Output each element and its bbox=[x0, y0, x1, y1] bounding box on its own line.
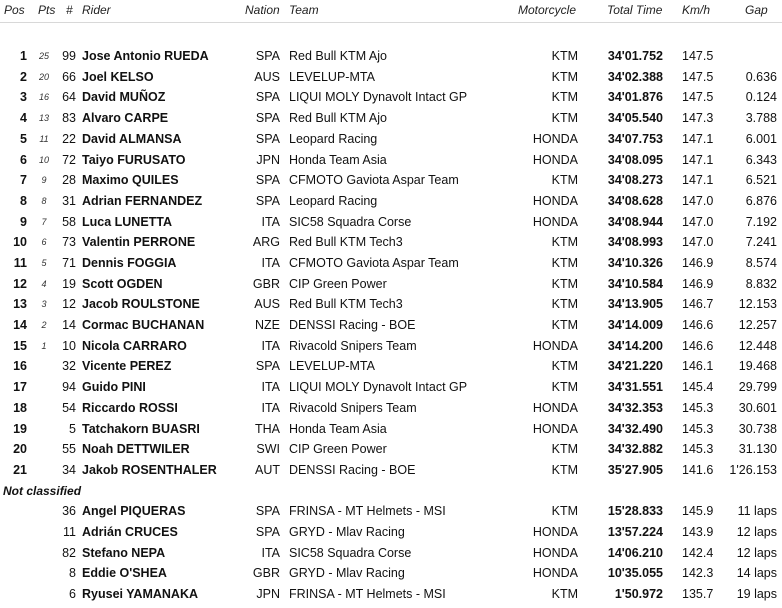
cell-motorcycle: KTM bbox=[551, 318, 578, 332]
cell-motorcycle: KTM bbox=[551, 235, 578, 249]
cell-nation: SPA bbox=[255, 173, 280, 187]
cell-rider-number: 11 bbox=[63, 525, 76, 539]
cell-speed: 147.1 bbox=[682, 132, 714, 146]
cell-team: CIP Green Power bbox=[289, 442, 387, 456]
cell-rider-number: 66 bbox=[62, 70, 76, 84]
cell-nation: ITA bbox=[261, 380, 280, 394]
cell-position: 20 bbox=[13, 442, 27, 456]
header-team: Team bbox=[289, 3, 319, 17]
cell-speed: 135.7 bbox=[682, 587, 714, 601]
cell-nation: GBR bbox=[252, 277, 280, 291]
cell-gap: 6.343 bbox=[745, 153, 777, 167]
table-row bbox=[0, 563, 782, 583]
cell-motorcycle: KTM bbox=[551, 359, 578, 373]
cell-position: 21 bbox=[13, 463, 27, 477]
table-row bbox=[0, 87, 782, 107]
cell-nation: SPA bbox=[255, 359, 280, 373]
cell-rider-name: Scott OGDEN bbox=[82, 277, 163, 291]
cell-total-time: 34'08.628 bbox=[607, 194, 663, 208]
cell-team: CIP Green Power bbox=[289, 277, 387, 291]
cell-rider-name: Nicola CARRARO bbox=[82, 339, 187, 353]
cell-team: Honda Team Asia bbox=[289, 422, 387, 436]
cell-total-time: 34'08.944 bbox=[607, 215, 663, 229]
cell-position: 3 bbox=[20, 90, 27, 104]
table-row bbox=[0, 336, 782, 356]
cell-nation: JPN bbox=[256, 153, 280, 167]
table-row bbox=[0, 398, 782, 418]
cell-rider-name: David MUÑOZ bbox=[82, 90, 166, 104]
cell-speed: 147.5 bbox=[682, 90, 714, 104]
table-row bbox=[0, 584, 782, 604]
cell-gap: 3.788 bbox=[745, 111, 777, 125]
cell-rider-number: 83 bbox=[62, 111, 76, 125]
table-row bbox=[0, 108, 782, 128]
cell-total-time: 1'50.972 bbox=[614, 587, 663, 601]
cell-team: Red Bull KTM Ajo bbox=[289, 111, 387, 125]
cell-gap: 12.448 bbox=[738, 339, 777, 353]
cell-rider-number: 19 bbox=[62, 277, 76, 291]
header-total-time: Total Time bbox=[607, 3, 663, 17]
cell-gap: 6.001 bbox=[745, 132, 777, 146]
cell-motorcycle: HONDA bbox=[532, 422, 578, 436]
cell-position: 11 bbox=[13, 256, 27, 270]
cell-total-time: 34'10.326 bbox=[607, 256, 663, 270]
cell-motorcycle: HONDA bbox=[532, 401, 578, 415]
table-row bbox=[0, 170, 782, 190]
cell-total-time: 34'13.905 bbox=[607, 297, 663, 311]
cell-gap: 14 laps bbox=[736, 566, 777, 580]
cell-gap: 7.192 bbox=[745, 215, 777, 229]
cell-rider-name: Riccardo ROSSI bbox=[82, 401, 178, 415]
cell-position: 2 bbox=[20, 70, 27, 84]
cell-rider-name: Noah DETTWILER bbox=[82, 442, 190, 456]
cell-speed: 141.6 bbox=[682, 463, 714, 477]
cell-nation: ARG bbox=[252, 235, 280, 249]
cell-nation: AUS bbox=[254, 70, 280, 84]
cell-rider-number: 54 bbox=[62, 401, 76, 415]
cell-rider-name: Cormac BUCHANAN bbox=[82, 318, 205, 332]
cell-rider-number: 99 bbox=[62, 49, 76, 63]
cell-rider-number: 8 bbox=[69, 566, 76, 580]
cell-nation: ITA bbox=[261, 546, 280, 560]
cell-speed: 146.1 bbox=[682, 359, 714, 373]
cell-motorcycle: HONDA bbox=[532, 525, 578, 539]
cell-motorcycle: HONDA bbox=[532, 153, 578, 167]
cell-motorcycle: KTM bbox=[551, 90, 578, 104]
cell-speed: 147.3 bbox=[682, 111, 714, 125]
cell-nation: SPA bbox=[255, 132, 280, 146]
cell-motorcycle: HONDA bbox=[532, 566, 578, 580]
table-row bbox=[0, 129, 782, 149]
table-row bbox=[0, 501, 782, 521]
table-row bbox=[0, 543, 782, 563]
header-pts: Pts bbox=[38, 3, 56, 17]
cell-motorcycle: HONDA bbox=[532, 194, 578, 208]
cell-rider-number: 34 bbox=[62, 463, 76, 477]
cell-team: Red Bull KTM Tech3 bbox=[289, 297, 403, 311]
cell-motorcycle: KTM bbox=[551, 49, 578, 63]
cell-speed: 145.9 bbox=[682, 504, 714, 518]
cell-position: 10 bbox=[13, 235, 27, 249]
cell-nation: NZE bbox=[255, 318, 280, 332]
cell-speed: 145.4 bbox=[682, 380, 714, 394]
cell-total-time: 34'08.095 bbox=[607, 153, 663, 167]
cell-position: 18 bbox=[13, 401, 27, 415]
cell-position: 5 bbox=[20, 132, 27, 146]
cell-points: 8 bbox=[41, 196, 47, 206]
cell-team: Leopard Racing bbox=[289, 194, 378, 208]
cell-team: Red Bull KTM Tech3 bbox=[289, 235, 403, 249]
cell-team: GRYD - Mlav Racing bbox=[289, 525, 405, 539]
cell-team: CFMOTO Gaviota Aspar Team bbox=[289, 173, 459, 187]
table-row bbox=[0, 253, 782, 273]
cell-speed: 145.3 bbox=[682, 401, 714, 415]
cell-nation: SPA bbox=[255, 194, 280, 208]
cell-team: SIC58 Squadra Corse bbox=[289, 215, 412, 229]
cell-nation: SPA bbox=[255, 525, 280, 539]
cell-nation: SWI bbox=[256, 442, 280, 456]
header-rider: Rider bbox=[82, 3, 111, 17]
cell-total-time: 34'01.876 bbox=[607, 90, 663, 104]
cell-motorcycle: KTM bbox=[551, 256, 578, 270]
cell-speed: 147.0 bbox=[682, 215, 714, 229]
cell-total-time: 34'31.551 bbox=[607, 380, 663, 394]
cell-nation: ITA bbox=[261, 339, 280, 353]
cell-rider-number: 94 bbox=[62, 380, 76, 394]
cell-nation: ITA bbox=[261, 401, 280, 415]
cell-team: GRYD - Mlav Racing bbox=[289, 566, 405, 580]
cell-points: 1 bbox=[41, 341, 47, 351]
cell-nation: ITA bbox=[261, 215, 280, 229]
header-number: # bbox=[66, 3, 73, 17]
cell-rider-number: 82 bbox=[62, 546, 76, 560]
cell-total-time: 13'57.224 bbox=[607, 525, 663, 539]
cell-rider-number: 6 bbox=[69, 587, 76, 601]
cell-rider-name: Jose Antonio RUEDA bbox=[82, 49, 209, 63]
cell-points: 10 bbox=[38, 155, 49, 165]
table-row bbox=[0, 212, 782, 232]
cell-speed: 146.7 bbox=[682, 297, 714, 311]
cell-gap: 0.124 bbox=[745, 90, 777, 104]
cell-points: 25 bbox=[38, 51, 49, 61]
table-row bbox=[0, 419, 782, 439]
cell-points: 4 bbox=[41, 279, 47, 289]
cell-rider-name: Jacob ROULSTONE bbox=[82, 297, 200, 311]
cell-gap: 0.636 bbox=[745, 70, 777, 84]
cell-points: 7 bbox=[41, 217, 47, 227]
cell-total-time: 34'01.752 bbox=[607, 49, 663, 63]
cell-nation: GBR bbox=[252, 566, 280, 580]
cell-gap: 1'26.153 bbox=[729, 463, 777, 477]
cell-total-time: 35'27.905 bbox=[607, 463, 663, 477]
table-header bbox=[0, 3, 782, 19]
cell-rider-name: Ryusei YAMANAKA bbox=[82, 587, 199, 601]
cell-gap: 30.738 bbox=[738, 422, 777, 436]
cell-team: Red Bull KTM Ajo bbox=[289, 49, 387, 63]
cell-rider-name: Luca LUNETTA bbox=[82, 215, 173, 229]
cell-position: 9 bbox=[20, 215, 27, 229]
cell-nation: THA bbox=[255, 422, 280, 436]
table-row bbox=[0, 274, 782, 294]
cell-gap: 29.799 bbox=[738, 380, 777, 394]
cell-total-time: 14'06.210 bbox=[607, 546, 663, 560]
cell-gap: 19.468 bbox=[738, 359, 777, 373]
cell-speed: 147.1 bbox=[682, 153, 714, 167]
cell-nation: JPN bbox=[256, 587, 280, 601]
cell-gap: 12.153 bbox=[738, 297, 777, 311]
cell-rider-name: Angel PIQUERAS bbox=[82, 504, 186, 518]
cell-speed: 147.5 bbox=[682, 70, 714, 84]
not-classified-label: Not classified bbox=[3, 484, 82, 498]
cell-rider-number: 22 bbox=[62, 132, 76, 146]
cell-rider-name: Eddie O'SHEA bbox=[82, 566, 167, 580]
cell-speed: 147.1 bbox=[682, 173, 714, 187]
cell-position: 16 bbox=[13, 359, 27, 373]
table-row bbox=[0, 377, 782, 397]
cell-team: LIQUI MOLY Dynavolt Intact GP bbox=[289, 90, 468, 104]
cell-rider-number: 31 bbox=[62, 194, 76, 208]
cell-motorcycle: HONDA bbox=[532, 132, 578, 146]
cell-speed: 146.9 bbox=[682, 256, 714, 270]
cell-rider-number: 58 bbox=[62, 215, 76, 229]
cell-points: 6 bbox=[41, 237, 47, 247]
cell-position: 6 bbox=[20, 153, 27, 167]
table-row bbox=[0, 294, 782, 314]
cell-position: 19 bbox=[13, 422, 27, 436]
cell-total-time: 34'02.388 bbox=[607, 70, 663, 84]
cell-nation: SPA bbox=[255, 504, 280, 518]
cell-rider-number: 36 bbox=[62, 504, 76, 518]
cell-team: DENSSI Racing - BOE bbox=[289, 463, 416, 477]
cell-gap: 19 laps bbox=[736, 587, 777, 601]
table-row bbox=[0, 522, 782, 542]
cell-gap: 30.601 bbox=[738, 401, 777, 415]
cell-position: 1 bbox=[20, 49, 27, 63]
cell-rider-number: 14 bbox=[62, 318, 76, 332]
cell-position: 4 bbox=[20, 111, 27, 125]
cell-rider-number: 28 bbox=[62, 173, 76, 187]
cell-team: DENSSI Racing - BOE bbox=[289, 318, 416, 332]
header-kmh: Km/h bbox=[682, 3, 711, 17]
cell-rider-name: Stefano NEPA bbox=[82, 546, 166, 560]
cell-team: FRINSA - MT Helmets - MSI bbox=[289, 504, 446, 518]
cell-nation: ITA bbox=[261, 256, 280, 270]
cell-total-time: 10'35.055 bbox=[607, 566, 663, 580]
cell-position: 15 bbox=[13, 339, 27, 353]
cell-rider-name: Tatchakorn BUASRI bbox=[82, 422, 200, 436]
cell-speed: 147.0 bbox=[682, 235, 714, 249]
cell-nation: SPA bbox=[255, 90, 280, 104]
cell-rider-name: Dennis FOGGIA bbox=[82, 256, 177, 270]
cell-motorcycle: HONDA bbox=[532, 215, 578, 229]
cell-total-time: 34'21.220 bbox=[607, 359, 663, 373]
cell-motorcycle: KTM bbox=[551, 297, 578, 311]
cell-team: Rivacold Snipers Team bbox=[289, 401, 417, 415]
table-row bbox=[0, 232, 782, 252]
cell-gap: 6.876 bbox=[745, 194, 777, 208]
table-row bbox=[0, 150, 782, 170]
table-row bbox=[0, 191, 782, 211]
cell-total-time: 34'08.273 bbox=[607, 173, 663, 187]
cell-nation: AUS bbox=[254, 297, 280, 311]
cell-total-time: 34'14.200 bbox=[607, 339, 663, 353]
cell-rider-name: David ALMANSA bbox=[82, 132, 182, 146]
cell-position: 8 bbox=[20, 194, 27, 208]
cell-position: 14 bbox=[13, 318, 27, 332]
cell-gap: 6.521 bbox=[745, 173, 777, 187]
cell-nation: SPA bbox=[255, 49, 280, 63]
cell-position: 17 bbox=[13, 380, 27, 394]
cell-points: 13 bbox=[38, 113, 49, 123]
header-pos: Pos bbox=[4, 3, 25, 17]
cell-motorcycle: KTM bbox=[551, 587, 578, 601]
cell-speed: 145.3 bbox=[682, 442, 714, 456]
cell-gap: 8.574 bbox=[745, 256, 777, 270]
cell-gap: 12 laps bbox=[736, 546, 777, 560]
cell-rider-number: 73 bbox=[62, 235, 76, 249]
cell-speed: 147.5 bbox=[682, 49, 714, 63]
cell-rider-name: Valentin PERRONE bbox=[82, 235, 196, 249]
cell-total-time: 15'28.833 bbox=[607, 504, 663, 518]
cell-rider-name: Guido PINI bbox=[82, 380, 146, 394]
cell-total-time: 34'08.993 bbox=[607, 235, 663, 249]
cell-gap: 31.130 bbox=[738, 442, 777, 456]
cell-motorcycle: KTM bbox=[551, 380, 578, 394]
cell-motorcycle: HONDA bbox=[532, 339, 578, 353]
cell-speed: 142.4 bbox=[682, 546, 714, 560]
cell-total-time: 34'32.490 bbox=[607, 422, 663, 436]
cell-team: LIQUI MOLY Dynavolt Intact GP bbox=[289, 380, 468, 394]
cell-speed: 142.3 bbox=[682, 566, 714, 580]
header-nation: Nation bbox=[245, 3, 280, 17]
cell-motorcycle: KTM bbox=[551, 70, 578, 84]
table-row bbox=[0, 67, 782, 87]
cell-position: 13 bbox=[13, 297, 27, 311]
cell-rider-name: Vicente PEREZ bbox=[82, 359, 172, 373]
cell-rider-name: Joel KELSO bbox=[82, 70, 154, 84]
cell-points: 11 bbox=[39, 134, 49, 144]
header-divider bbox=[0, 22, 782, 23]
cell-motorcycle: KTM bbox=[551, 442, 578, 456]
cell-rider-number: 64 bbox=[62, 90, 76, 104]
cell-total-time: 34'14.009 bbox=[607, 318, 663, 332]
cell-team: LEVELUP-MTA bbox=[289, 70, 375, 84]
table-row bbox=[0, 439, 782, 459]
cell-total-time: 34'05.540 bbox=[607, 111, 663, 125]
cell-rider-name: Adrián CRUCES bbox=[82, 525, 178, 539]
cell-nation: SPA bbox=[255, 111, 280, 125]
cell-team: LEVELUP-MTA bbox=[289, 359, 375, 373]
cell-motorcycle: KTM bbox=[551, 504, 578, 518]
cell-speed: 143.9 bbox=[682, 525, 714, 539]
cell-motorcycle: KTM bbox=[551, 111, 578, 125]
cell-gap: 8.832 bbox=[745, 277, 777, 291]
cell-gap: 11 laps bbox=[737, 504, 777, 518]
cell-team: Honda Team Asia bbox=[289, 153, 387, 167]
cell-rider-name: Jakob ROSENTHALER bbox=[82, 463, 217, 477]
table-row bbox=[0, 356, 782, 376]
cell-speed: 146.6 bbox=[682, 339, 714, 353]
cell-speed: 146.9 bbox=[682, 277, 714, 291]
cell-rider-name: Maximo QUILES bbox=[82, 173, 179, 187]
cell-total-time: 34'32.353 bbox=[607, 401, 663, 415]
cell-team: CFMOTO Gaviota Aspar Team bbox=[289, 256, 459, 270]
cell-rider-name: Adrian FERNANDEZ bbox=[82, 194, 203, 208]
cell-motorcycle: HONDA bbox=[532, 546, 578, 560]
cell-rider-number: 5 bbox=[69, 422, 76, 436]
cell-team: SIC58 Squadra Corse bbox=[289, 546, 412, 560]
cell-rider-number: 10 bbox=[62, 339, 76, 353]
cell-speed: 145.3 bbox=[682, 422, 714, 436]
cell-points: 5 bbox=[41, 258, 47, 268]
cell-position: 7 bbox=[20, 173, 27, 187]
cell-motorcycle: KTM bbox=[551, 173, 578, 187]
cell-total-time: 34'07.753 bbox=[607, 132, 663, 146]
cell-rider-number: 32 bbox=[62, 359, 76, 373]
cell-speed: 146.6 bbox=[682, 318, 714, 332]
table-row bbox=[0, 315, 782, 335]
header-gap: Gap bbox=[745, 3, 768, 17]
cell-gap: 7.241 bbox=[745, 235, 777, 249]
cell-rider-number: 55 bbox=[62, 442, 76, 456]
cell-points: 2 bbox=[41, 320, 47, 330]
cell-team: Leopard Racing bbox=[289, 132, 378, 146]
cell-rider-number: 72 bbox=[62, 153, 76, 167]
cell-rider-name: Alvaro CARPE bbox=[82, 111, 169, 125]
cell-points: 20 bbox=[38, 72, 49, 82]
cell-points: 16 bbox=[38, 92, 49, 102]
cell-total-time: 34'32.882 bbox=[607, 442, 663, 456]
header-motorcycle: Motorcycle bbox=[518, 3, 577, 17]
cell-points: 9 bbox=[41, 175, 47, 185]
table-row bbox=[0, 460, 782, 480]
cell-team: Rivacold Snipers Team bbox=[289, 339, 417, 353]
cell-points: 3 bbox=[41, 299, 47, 309]
cell-total-time: 34'10.584 bbox=[607, 277, 663, 291]
cell-gap: 12.257 bbox=[738, 318, 777, 332]
cell-speed: 147.0 bbox=[682, 194, 714, 208]
cell-gap: 12 laps bbox=[736, 525, 777, 539]
cell-rider-number: 71 bbox=[62, 256, 76, 270]
cell-position: 12 bbox=[13, 277, 27, 291]
table-row bbox=[0, 46, 782, 66]
cell-rider-number: 12 bbox=[62, 297, 76, 311]
cell-nation: AUT bbox=[255, 463, 280, 477]
cell-motorcycle: KTM bbox=[551, 277, 578, 291]
cell-rider-name: Taiyo FURUSATO bbox=[82, 153, 186, 167]
cell-motorcycle: KTM bbox=[551, 463, 578, 477]
cell-team: FRINSA - MT Helmets - MSI bbox=[289, 587, 446, 601]
